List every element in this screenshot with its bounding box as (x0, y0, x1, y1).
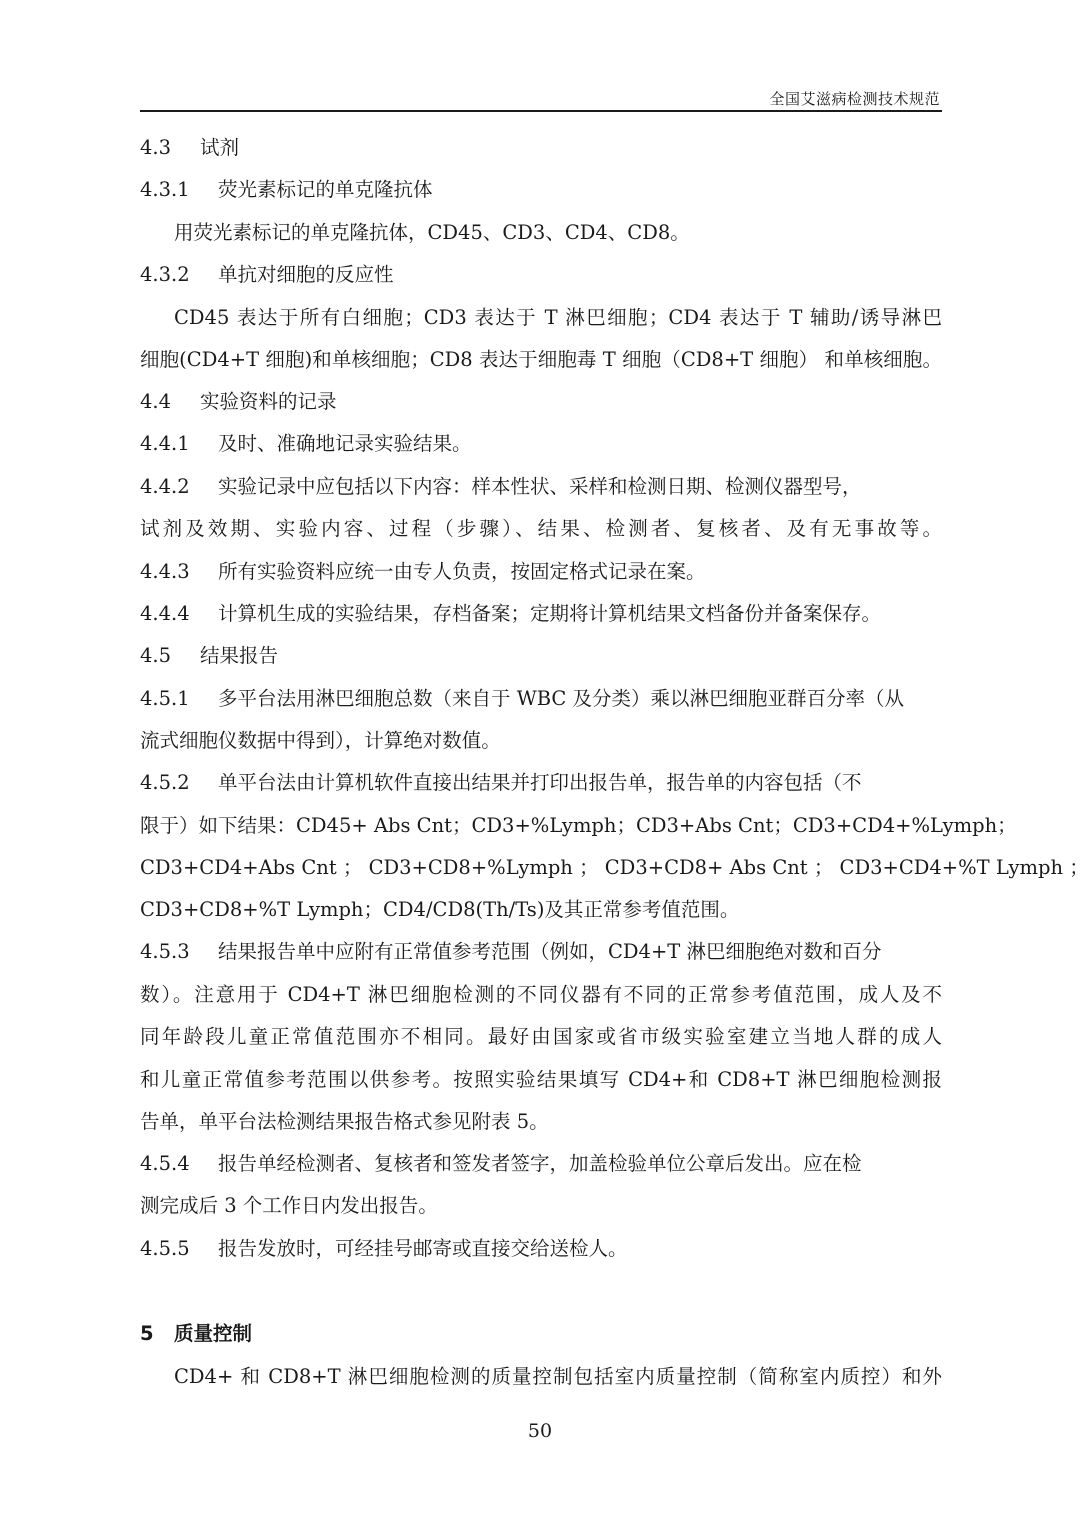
item-4-4-4 (140, 593, 942, 635)
page-number: 50 (527, 1420, 553, 1442)
heading-5 (140, 1313, 942, 1355)
section-number: 4.3 (140, 136, 172, 159)
paragraph-line: 同年龄段儿童正常值范围亦不相同。最好由国家或省市级实验室建立当地人群的成人 (140, 1025, 942, 1048)
paragraph-line: CD3+CD8+%T Lymph；CD4/CD8(Th/Ts)及其正常参考值范围。 (140, 898, 740, 921)
item-text: 多平台法用淋巴细胞总数（来自于 WBC 及分类）乘以淋巴细胞亚群百分率（从 (218, 687, 905, 710)
section-number: 5 (140, 1322, 154, 1345)
heading-4-3-2 (140, 254, 942, 296)
item-text: 结果报告单中应附有正常值参考范围（例如，CD4+T 淋巴细胞绝对数和百分 (218, 940, 882, 963)
section-number: 4.5.1 (140, 687, 190, 710)
section-number: 4.3.2 (140, 263, 190, 286)
item-text: 单平台法由计算机软件直接出结果并打印出报告单，报告单的内容包括（不 (218, 771, 862, 794)
heading-4-3-1 (140, 169, 942, 211)
item-text: 实验记录中应包括以下内容：样本性状、采样和检测日期、检测仪器型号， (218, 475, 862, 498)
section-number: 4.4.2 (140, 475, 190, 498)
paragraph-line: 用荧光素标记的单克隆抗体，CD45、CD3、CD4、CD8。 (174, 221, 690, 244)
paragraph-line: CD4+ 和 CD8+T 淋巴细胞检测的质量控制包括室内质量控制（简称室内质控）和外 (174, 1365, 942, 1388)
paragraph-line: 细胞(CD4+T 细胞)和单核细胞；CD8 表达于细胞毒 T 细胞（CD8+T 细胞） 和单核细胞。 (140, 348, 942, 371)
item-4-4-2 (140, 466, 942, 508)
item-4-4-1 (140, 423, 942, 465)
item-text: 及时、准确地记录实验结果。 (218, 432, 472, 455)
header-rule (140, 110, 942, 112)
paragraph-line: 试剂及效期、实验内容、过程（步骤）、结果、检测者、复核者、及有无事故等。 (140, 517, 942, 540)
section-title: 荧光素标记的单克隆抗体 (218, 178, 433, 201)
section-title: 结果报告 (200, 644, 279, 667)
paragraph-line: CD3+CD4+Abs Cnt ； CD3+CD8+%Lymph ； CD3+CD8+ Abs Cnt ； CD3+CD4+%T Lymph ； (140, 856, 1089, 879)
item-4-5-1 (140, 678, 942, 720)
section-number: 4.5.5 (140, 1237, 190, 1260)
item-4-5-3 (140, 931, 942, 973)
section-number: 4.4.3 (140, 560, 190, 583)
section-number: 4.5 (140, 644, 172, 667)
section-number: 4.4 (140, 390, 172, 413)
paragraph-line: 数）。注意用于 CD4+T 淋巴细胞检测的不同仪器有不同的正常参考值范围，成人及不 (140, 983, 942, 1006)
item-text: 计算机生成的实验结果，存档备案；定期将计算机结果文档备份并备案保存。 (218, 602, 882, 625)
item-4-4-3 (140, 551, 942, 593)
item-text: 所有实验资料应统一由专人负责，按固定格式记录在案。 (218, 560, 706, 583)
paragraph-line: 限于）如下结果：CD45+ Abs Cnt；CD3+%Lymph；CD3+Abs Cnt；CD3+CD4+%Lymph； (140, 814, 1017, 837)
item-4-5-5 (140, 1228, 942, 1270)
section-title: 单抗对细胞的反应性 (218, 263, 394, 286)
section-title: 实验资料的记录 (200, 390, 337, 413)
item-text: 报告发放时，可经挂号邮寄或直接交给送检人。 (218, 1237, 628, 1260)
heading-4-4 (140, 381, 942, 423)
item-text: 报告单经检测者、复核者和签发者签字，加盖检验单位公章后发出。应在检 (218, 1152, 862, 1175)
section-number: 4.5.4 (140, 1152, 190, 1175)
section-number: 4.5.2 (140, 771, 190, 794)
section-number: 4.4.1 (140, 432, 190, 455)
section-title: 质量控制 (174, 1322, 253, 1345)
section-number: 4.3.1 (140, 178, 190, 201)
paragraph-line: 告单，单平台法检测结果报告格式参见附表 5。 (140, 1110, 549, 1133)
heading-4-3 (140, 127, 942, 169)
paragraph-line: CD45 表达于所有白细胞；CD3 表达于 T 淋巴细胞；CD4 表达于 T 辅助/诱导淋巴 (174, 306, 942, 329)
section-number: 4.5.3 (140, 940, 190, 963)
item-4-5-2 (140, 762, 942, 804)
paragraph-line: 流式细胞仪数据中得到），计算绝对数值。 (140, 729, 501, 752)
paragraph-line: 测完成后 3 个工作日内发出报告。 (140, 1194, 438, 1217)
paragraph-line: 和儿童正常值参考范围以供参考。按照实验结果填写 CD4+和 CD8+T 淋巴细胞检测报 (140, 1068, 942, 1091)
header-title: 全国艾滋病检测技术规范 (769, 90, 940, 108)
item-4-5-4 (140, 1143, 942, 1185)
section-number: 4.4.4 (140, 602, 190, 625)
heading-4-5 (140, 635, 942, 677)
section-title: 试剂 (200, 136, 240, 159)
